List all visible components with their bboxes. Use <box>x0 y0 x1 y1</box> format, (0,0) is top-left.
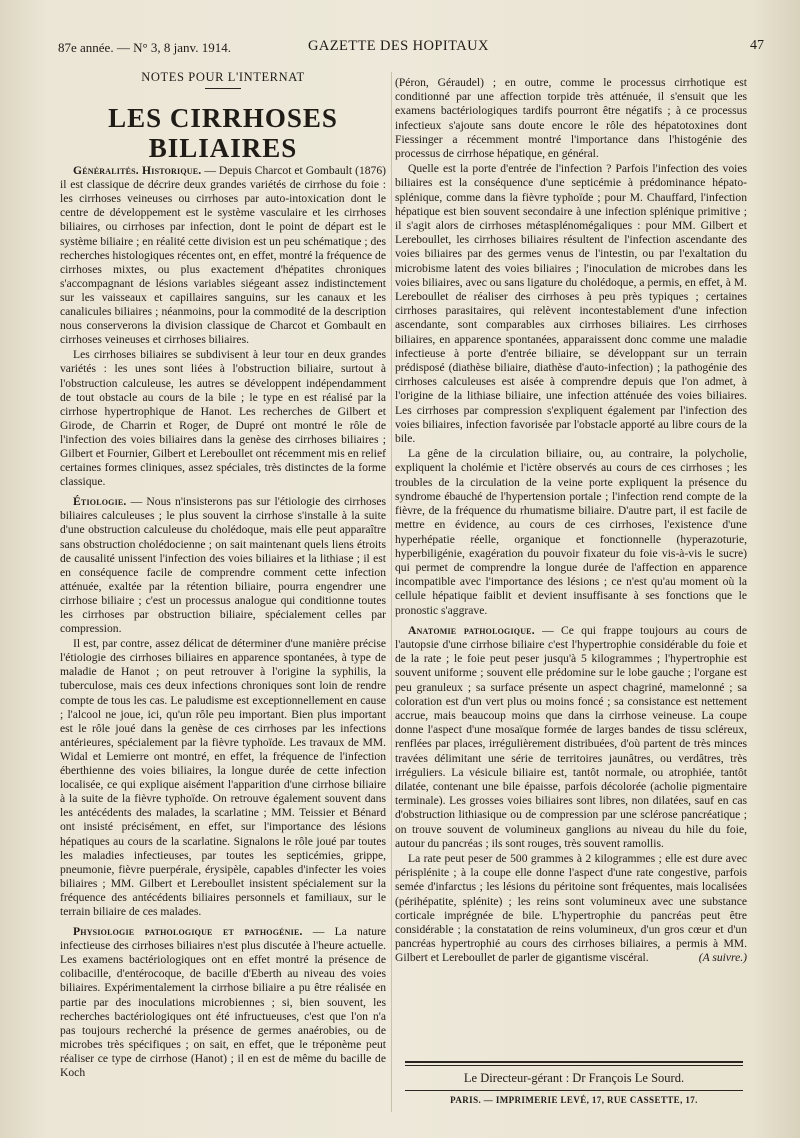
footer-imprimerie: PARIS. — IMPRIMERIE LEVÉ, 17, RUE CASSETTE, 17. <box>450 1095 698 1105</box>
paragraph <box>395 852 747 966</box>
section-head-physiologie: Physiologie pathologique et pathogénie. <box>73 925 303 939</box>
to-be-continued: (A suivre.) <box>698 951 747 965</box>
paragraph-text: — La nature infectieuse des cirrhoses biliaires n'est plus discutée à l'heure actuelle. Les examens bactériologiques ont en effet montré la présence de colibacille, d'entérocoque, de bacille d'Eberth au niveau des voies biliaires. Expérimentalement la cirrhose biliaire a pu être réalisée en partie par des inoculations microbiennes ; si, bien souvent, les recherches bactériologiques ont été infructueuses, c'est que l'on n'a pas toujours recherché la présence de germes anaérobies, ou de microbes très spécifiques ; on sait, en effet, que le tréponème peut réaliser ce type de cirrhose (Hanot) ; il en est de même du bacille de Koch <box>60 925 386 1079</box>
paragraph-generalites <box>60 164 386 347</box>
paragraph-text: La rate peut peser de 500 grammes à 2 kilogrammes ; elle est dure avec périsplénite ; à la coupe elle donne l'aspect d'une rate congestive, parfois semée d'infarctus ; les lésions du péritoine sont fréquentes, mais localisées (périhépatite, splénite) ; les reins sont volumineux avec une substance corticale imprégnée de bile. L'hypertrophie du pancréas peut être considérable ; la constatation de reins volumineux, d'un gros cœur et d'un pancréas hypertrophié au cours des cirrhoses biliaires, a permis à MM. Gilbert et Lereboullet de parler de gigantisme viscéral. <box>395 851 747 965</box>
paragraph: La gêne de la circulation biliaire, ou, au contraire, la polycholie, expliquent la cholémie et l'ictère observés au cours de ces cirrhoses ; les troubles de la circulation de la veine porte expliquent la présence du syndrome ébauché de l'hypertension portale ; l'infection rend compte de la fièvre, de la fréquence du rhumatisme biliaire. D'autre part, il est facile de mettre en évidence, au cours de ces cirrhoses, l'existence d'une hyperhépatie réelle, organique et fonctionnelle (hyperazoturie, hyperbiligénie, exagération du pouvoir fixateur du foie vis-à-vis le sucre) qui permet de comprendre la longue durée de l'affection en apparence incompatible avec l'importance des lésions ; ce n'est qu'au moment où la cellule hépatique faiblit et devient insuffisante à ses fonctions que le pronostic s'aggrave. <box>395 447 747 617</box>
paragraph: Il est, par contre, assez délicat de déterminer d'une manière précise l'étiologie des cirrhoses biliaires en apparence spontanées, à type de maladie de Hanot ; on peut retrouver à l'origine la syphilis, la tuberculose, mais ces deux infections chroniques sont loin de rendre compte de tous les cas. Le paludisme est exceptionnellement en cause ; l'alcool ne joue, ici, qu'un rôle peu important. Bien plus important est le rôle joué dans la genèse de ces cirrhoses par les infections antérieures, spécialement par la fièvre typhoïde. Les travaux de MM. Widal et Lemierre ont montré, en effet, la fréquence de l'infection éberthienne des voies biliaires, la longue durée de cette infection localisée, ce qui explique aisément l'apparition d'une cirrhose biliaire à la suite de la fièvre typhoïde. On retrouve également souvent dans les antécédents des malades, la scarlatine ; MM. Teissier et Bénard ont insisté précisément, en effet, sur l'importance des lésions hépatiques au cours de la scarlatine. Signalons le rôle joué par toutes les maladies infectieuses, par toutes les septicémies, grippe, pneumonie, fièvre puerpérale, érysipèle, capables d'infecter les voies biliaires ; MM. Gilbert et Lereboullet insistent spécialement sur la fréquence des antécédents biliaires personnels et familiaux, sur le terrain biliaire de ces malades. <box>60 637 386 918</box>
section-head-generalites: Généralités. Historique. <box>73 164 202 178</box>
page-number: 47 <box>750 38 764 53</box>
paragraph-text: — Nous n'insisterons pas sur l'étiologie des cirrhoses biliaires calculeuses ; le plus souvent la cirrhose s'installe à la suite d'une obstruction calculeuse du cholédoque, mais elle peut apparaître sans obstruction cholédocienne ; on sait maintenant quels liens étroits de causalité unissent l'infection des voies biliaires et la lithiase ; il est en conséquence facile de comprendre comment cette infection atténuée, exaltée par la rétention biliaire, pourra engendrer une cirrhose biliaire ; c'est un processus analogue qui conditionne toutes les cirrhoses par obstruction biliaire, spécialement celles par compression. <box>60 495 386 636</box>
footer-rule <box>405 1061 743 1066</box>
rubric: NOTES POUR L'INTERNAT <box>141 70 305 84</box>
paragraph: Quelle est la porte d'entrée de l'infection ? Parfois l'infection des voies biliaires est la conséquence d'une septicémie à prédominance hépato-splénique, comme dans la fièvre typhoïde ; pour M. Chauffard, l'infection hépatique est bien souvent secondaire à une infection splénique primitive ; il s'agit alors de cirrhoses métasplénomégaliques : pour MM. Gilbert et Lereboullet, les cirrhoses biliaires résultent de l'infection ascendante des voies biliaires par des germes venus de l'intestin, ou par l'exaltation du microbisme latent des voies biliaires ; l'inoculation de microbes dans les voies biliaires, avec ou sans ligature du cholédoque, a permis, en effet, à M. Lereboullet de réaliser des cirrhoses à peu près typiques ; certaines cirrhoses parasitaires, qui relèvent incontestablement d'une infection ascendante, sont comparables aux cirrhoses biliaires. Les cirrhoses biliaires, en apparence spontanées, apparaissent donc comme une maladie infectieuse à porte d'entrée biliaire, se développant sur un terrain prédisposé (diathèse biliaire, diathèse d'auto-infection) ; la pathogénie des cirrhoses calculeuses est aisée à comprendre depuis que l'on admet, à l'origine de la lithiase biliaire, une infection atténuée des voies biliaires. Les cirrhoses par compression s'expliquent également par l'infection des voies biliaires, infection favorisée par l'obstacle apporté au libre cours de la bile. <box>395 162 747 446</box>
paragraph: Les cirrhoses biliaires se subdivisent à leur tour en deux grandes variétés : les unes sont liées à l'obstruction biliaire, surtout à l'obstruction calculeuse, les autres se développent indépendamment de tout obstacle au cours de la bile ; le type en est réalisé par la cirrhose hypertrophique de Hanot. Les recherches de Gilbert et Girode, de Charrin et Roger, de Dupré ont montré le rôle de l'infection des voies biliaires dans la genèse des cirrhoses biliaires ; Gilbert et Fournier, Gilbert et Lereboullet ont récemment mis en relief certaines formes cliniques, assez spéciales, très distinctes de la forme classique. <box>60 348 386 489</box>
paragraph: (Péron, Géraudel) ; en outre, comme le processus cirrhotique est conditionné par une affection torpide très atténuée, il s'ensuit que les examens bactériologiques tardifs pourront être négatifs ; à ce processus infectieux s'ajoute sans doute encore le rôle des hépatotoxines dont Fiessinger a récemment montré l'importance dans l'histogénie des processus de cirrhose hépatique, en général. <box>395 76 747 161</box>
article-title: LES CIRRHOSES BILIAIRES <box>108 103 338 164</box>
paragraph-etiologie <box>60 495 386 636</box>
paragraph-physiologie <box>60 925 386 1080</box>
footer-gerant: Le Directeur-gérant : Dr François Le Sourd. <box>463 1071 685 1085</box>
right-column <box>395 76 747 966</box>
footer-rule-thin <box>405 1090 743 1091</box>
rubric-rule <box>205 88 241 89</box>
page-header <box>58 38 770 60</box>
paragraph-anatomie <box>395 624 747 851</box>
column-separator <box>391 72 392 1112</box>
section-head-etiologie: Étiologie. <box>73 495 127 509</box>
left-column <box>60 70 386 1080</box>
paragraph-text: — Ce qui frappe toujours au cours de l'autopsie d'une cirrhose biliaire c'est l'hypertrophie considérable du foie et de la rate ; le foie peut peser jusqu'à 5 kilogrammes ; l'hypertrophie est souvent uniforme ; souvent elle prédomine sur le lobe gauche ; l'organe est peu granuleux ; sa surface présente un aspect chagriné, mamelonné ; sa coloration est d'un vert plus ou moins foncé ; sa consistance est nettement accrue, mais beaucoup moins que dans la cirrhose veineuse. La coupe donne l'aspect d'une mosaïque formée de larges bandes de tissu scléreux, renflées par places, irrégulièrement distribuées, d'où partent de très minces travées délimitant une série de territoires jaunâtres, ou verdâtres, très irréguliers. La vésicule biliaire est, tantôt normale, ou atrophiée, tantôt dilatée, contenant une bile épaisse, parfois décolorée (acholie pigmentaire terminale). Les grosses voies biliaires sont libres, non dilatées, sauf en cas d'obstruction lithiasique ou de compression par une sclérose pancréatique ; on trouve souvent de volumineux ganglions au niveau du hile du foie, autour du pancréas ; ils sont rouges, très souvent ramollis. <box>395 623 747 850</box>
section-head-anatomie: Anatomie pathologique. <box>408 623 535 637</box>
journal-name: GAZETTE DES HOPITAUX <box>308 38 489 54</box>
paragraph-text: — Depuis Charcot et Gombault (1876) il est classique de décrire deux grandes variétés de cirrhose du foie : les cirrhoses veineuses ou cirrhoses par auto-intoxication dont le centre de développement est le système vasculaire et les cirrhoses biliaires, ou cirrhoses par infection, dont le point de départ est le système biliaire ; en réalité cette division est un peu schématique ; des recherches histologiques récentes ont, en effet, montré la fréquence de cirrhoses mixtes, ou plus exactement d'hépatites chroniques s'accompagnant de lésions variables siégeant assez indistinctement sur les vaisseaux et capillaires sanguins, sur les canaux et les canalicules biliaires ; néanmoins, pour la commodité de la description nous conserverons la division classique de Charcot et Gombault en cirrhoses veineuses et cirrhoses biliaires. <box>60 164 386 347</box>
issue-info: 87e année. — N° 3, 8 janv. 1914. <box>58 40 231 55</box>
